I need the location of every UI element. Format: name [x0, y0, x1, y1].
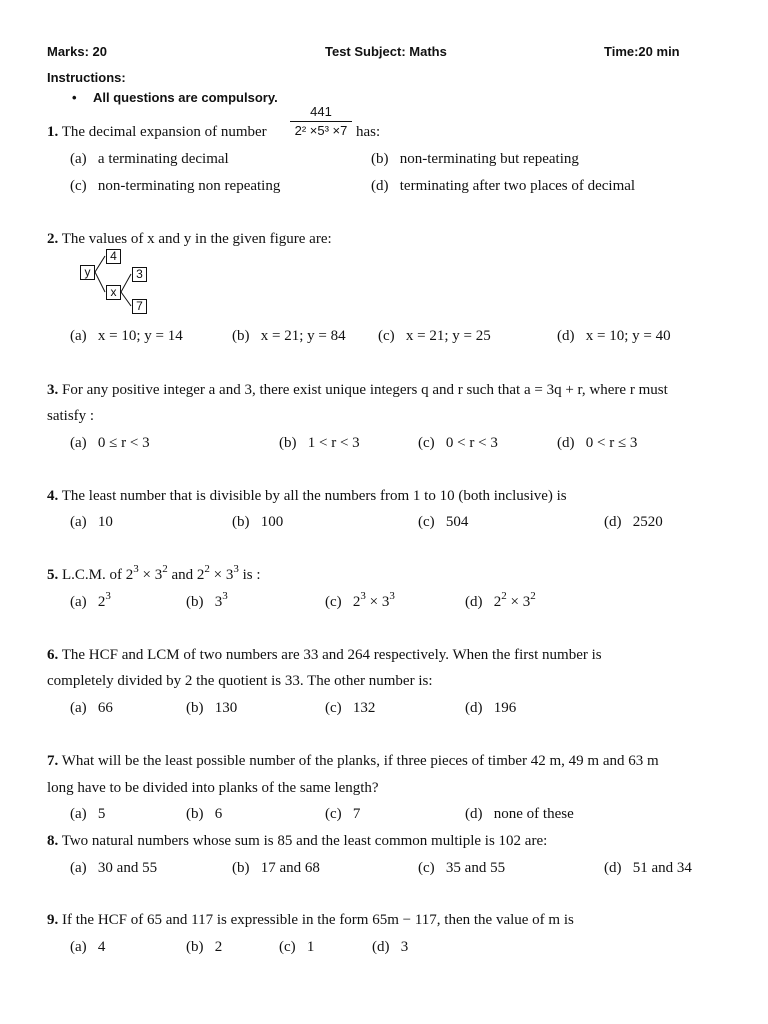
option-text: x = 10; y = 40: [585, 328, 671, 344]
option-label: (b): [186, 806, 204, 822]
option-c[interactable]: [325, 590, 395, 611]
option-text: 30 and 55: [97, 860, 158, 876]
option-text: 130: [214, 700, 238, 716]
time-label: Time:20 min: [604, 44, 680, 59]
question-text: The HCF and LCM of two numbers are 33 and 264 respectively. When the first number is: [61, 647, 602, 663]
question-7-continued: long have to be divided into planks of the same length?: [47, 780, 379, 796]
question-number: 7.: [47, 753, 59, 769]
option-label: (d): [557, 328, 575, 344]
question-text: L.C.M. of $2^3 \times 3^2$ and $2^2 \times 3^3$ is :: [62, 563, 261, 583]
option-label: (b): [279, 435, 297, 451]
option-text: none of these: [493, 806, 574, 822]
option-c[interactable]: [279, 939, 314, 956]
option-label: (b): [186, 939, 204, 955]
option-text: $2^3$: [97, 590, 111, 610]
option-label: (d): [604, 860, 622, 876]
option-a[interactable]: [70, 806, 105, 823]
option-b[interactable]: [232, 514, 283, 531]
option-label: (d): [465, 700, 483, 716]
option-b[interactable]: [232, 328, 346, 345]
option-label: (b): [232, 514, 250, 530]
option-label: (a): [70, 514, 87, 530]
option-label: (c): [70, 178, 87, 194]
option-a[interactable]: [70, 590, 111, 611]
question-text: The values of x and y in the given figure are:: [61, 231, 332, 247]
question-number: 3.: [47, 382, 59, 398]
option-c[interactable]: [378, 328, 491, 345]
option-text: terminating after two places of decimal: [399, 178, 636, 194]
option-text: 132: [352, 700, 376, 716]
option-label: (a): [70, 939, 87, 955]
option-label: (a): [70, 700, 87, 716]
option-label: (c): [279, 939, 296, 955]
question-6-continued: completely divided by 2 the quotient is 33. The other number is:: [47, 673, 433, 689]
option-label: (c): [325, 806, 342, 822]
tree-node-7: 7: [132, 299, 147, 314]
fraction-denominator: 2² ×5³ ×7: [294, 123, 348, 138]
question-text: The decimal expansion of number: [61, 124, 267, 140]
option-d[interactable]: [465, 590, 536, 611]
option-label: (b): [232, 328, 250, 344]
option-text: 51 and 34: [632, 860, 692, 876]
option-text: 1: [306, 939, 315, 955]
option-b[interactable]: [186, 939, 222, 956]
option-label: (d): [604, 514, 622, 530]
option-label: (a): [70, 435, 87, 451]
option-text: 0 < r ≤ 3: [585, 435, 638, 451]
option-label: (a): [70, 151, 87, 167]
question-number: 4.: [47, 488, 59, 504]
option-label: (c): [325, 700, 342, 716]
question-number: 6.: [47, 647, 59, 663]
option-a[interactable]: [70, 700, 113, 717]
option-d[interactable]: [465, 806, 574, 823]
question-3: [47, 382, 668, 399]
option-label: (d): [371, 178, 389, 194]
question-number: 5.: [47, 567, 59, 583]
question-1: [47, 124, 267, 141]
option-text: 7: [352, 806, 361, 822]
option-text: 5: [97, 806, 106, 822]
option-d[interactable]: [557, 328, 671, 345]
option-d[interactable]: [604, 860, 692, 877]
option-label: (d): [465, 806, 483, 822]
option-label: (a): [70, 806, 87, 822]
option-b[interactable]: [186, 700, 237, 717]
option-label: (b): [371, 151, 389, 167]
option-text: 2520: [632, 514, 663, 530]
option-a[interactable]: [70, 514, 113, 531]
option-text: $2^2 \times 3^2$: [493, 590, 536, 610]
option-text: $3^3$: [214, 590, 228, 610]
option-text: 4: [97, 939, 106, 955]
option-text: a terminating decimal: [97, 151, 229, 167]
option-label: (c): [418, 514, 435, 530]
option-text: x = 10; y = 14: [97, 328, 183, 344]
option-text: 1 < r < 3: [307, 435, 360, 451]
option-b[interactable]: [279, 435, 360, 452]
option-text: 0 < r < 3: [445, 435, 498, 451]
option-label: (a): [70, 860, 87, 876]
option-text: 35 and 55: [445, 860, 506, 876]
option-text: 66: [97, 700, 113, 716]
option-d[interactable]: [372, 939, 408, 956]
tree-node-3: 3: [132, 267, 147, 282]
option-c[interactable]: [325, 700, 375, 717]
option-d[interactable]: [557, 435, 637, 452]
option-a[interactable]: [70, 435, 150, 452]
option-c[interactable]: [418, 860, 505, 877]
option-text: 10: [97, 514, 113, 530]
instruction-item: All questions are compulsory.: [93, 90, 278, 105]
option-text: 6: [214, 806, 223, 822]
option-text: 100: [260, 514, 284, 530]
option-b[interactable]: [371, 151, 579, 168]
question-text: What will be the least possible number of the planks, if three pieces of timber 42 m, 49 m and 63 m: [61, 753, 659, 769]
option-label: (c): [325, 594, 342, 610]
question-number: 9.: [47, 912, 59, 928]
option-text: 0 ≤ r < 3: [97, 435, 150, 451]
option-text: non-terminating but repeating: [399, 151, 579, 167]
option-text: $2^3 \times 3^3$: [352, 590, 395, 610]
option-text: 3: [400, 939, 409, 955]
option-label: (b): [186, 700, 204, 716]
instruction-bullet: •: [72, 90, 77, 105]
option-text: x = 21; y = 25: [405, 328, 491, 344]
question-5: [47, 563, 261, 584]
question-number: 8.: [47, 833, 59, 849]
option-label: (b): [232, 860, 250, 876]
option-c[interactable]: [325, 806, 360, 823]
question-text: Two natural numbers whose sum is 85 and the least common multiple is 102 are:: [61, 833, 548, 849]
option-c[interactable]: [418, 514, 468, 531]
option-a[interactable]: [70, 151, 229, 168]
option-label: (d): [465, 594, 483, 610]
option-text: x = 21; y = 84: [260, 328, 346, 344]
subject-label: Test Subject: Maths: [325, 44, 447, 59]
option-label: (b): [186, 594, 204, 610]
option-text: 196: [493, 700, 517, 716]
question-3-continued: satisfy :: [47, 408, 95, 424]
option-text: 504: [445, 514, 469, 530]
question-7: [47, 753, 659, 770]
q1-fraction: [290, 104, 352, 138]
question-text: The least number that is divisible by all the numbers from 1 to 10 (both inclusive) is: [61, 488, 567, 504]
option-text: 2: [214, 939, 223, 955]
option-d[interactable]: [465, 700, 516, 717]
tree-node-4: 4: [106, 249, 121, 264]
option-c[interactable]: [70, 178, 280, 195]
option-label: (d): [372, 939, 390, 955]
option-text: non-terminating non repeating: [97, 178, 281, 194]
factor-tree-figure: [75, 246, 155, 318]
option-text: 17 and 68: [260, 860, 320, 876]
option-label: (c): [378, 328, 395, 344]
question-number: 2.: [47, 231, 59, 247]
question-text: For any positive integer a and 3, there exist unique integers q and r such that a = 3q + r, where r must: [62, 382, 668, 398]
option-a[interactable]: [70, 328, 183, 345]
option-d[interactable]: [604, 514, 663, 531]
option-b[interactable]: [186, 590, 228, 611]
option-label: (c): [418, 435, 435, 451]
option-label: (d): [557, 435, 575, 451]
question-9: [47, 912, 574, 929]
instructions-title: Instructions:: [47, 70, 126, 85]
option-c[interactable]: [418, 435, 498, 452]
option-b[interactable]: [232, 860, 320, 877]
option-label: (a): [70, 328, 87, 344]
option-d[interactable]: [371, 178, 635, 195]
option-a[interactable]: [70, 860, 157, 877]
question-8: [47, 833, 547, 850]
option-b[interactable]: [186, 806, 222, 823]
question-number: 1.: [47, 124, 59, 140]
fraction-numerator: 441: [310, 104, 332, 119]
marks-label: Marks: 20: [47, 44, 107, 59]
question-6: [47, 647, 602, 664]
q1-tail: has:: [356, 124, 381, 140]
tree-node-y: y: [80, 265, 95, 280]
question-4: [47, 488, 567, 505]
tree-node-x: x: [106, 285, 121, 300]
question-text: If the HCF of 65 and 117 is expressible in the form 65m − 117, then the value of m is: [62, 912, 574, 928]
option-label: (a): [70, 594, 87, 610]
option-a[interactable]: [70, 939, 105, 956]
option-label: (c): [418, 860, 435, 876]
